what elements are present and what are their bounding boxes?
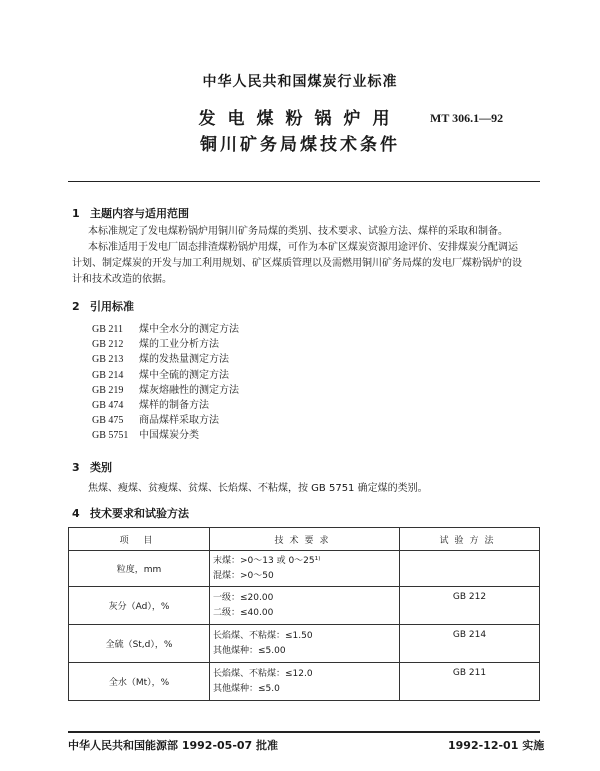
table-row [69,663,540,701]
standard-ref-code: GB 475 [92,415,124,427]
list-item [92,398,239,413]
row-requirement [210,663,400,701]
table-row [69,587,540,625]
requirement-line: 其他煤种：≤5.00 [213,645,286,656]
requirement-line: 末煤：>0～13 或 0～25¹⁾ [213,555,321,566]
section-1-para2-line3: 计和技术改造的依据。 [72,274,172,285]
table-row [69,551,540,587]
requirement-line: 其他煤种：≤5.0 [213,683,280,694]
section-title: 类别 [90,461,112,474]
requirement-line: 一级：≤20.00 [213,592,274,603]
section-title: 引用标准 [90,300,134,313]
list-item [92,368,239,383]
section-title: 技术要求和试验方法 [90,507,189,520]
requirement-line: 长焰煤、不粘煤：≤12.0 [213,668,313,679]
approval-statement: 中华人民共和国能源部 1992-05-07 批准 [68,739,279,752]
row-requirement [210,625,400,663]
section-1-para2-line2: 计划、制定煤炭的开发与加工利用规划、矿区煤质管理以及需燃用铜川矿务局煤的发电厂煤粉锅炉的设 [72,258,522,269]
section-1-para2-line1: 本标准适用于发电厂固态排渣煤粉锅炉用煤，可作为本矿区煤炭资源用途评价、安排煤炭分配调运 [88,242,518,253]
column-header-method: 试验方法 [400,528,540,551]
requirement-line: 混煤：>0～50 [213,570,274,581]
standard-code: MT 306.1—92 [430,111,504,125]
issuing-organization: 中华人民共和国煤炭行业标准 [202,74,398,90]
list-item [92,352,239,367]
standard-ref-code: GB 212 [92,339,124,351]
list-item [92,413,239,428]
standard-ref-code: GB 474 [92,399,124,411]
section-3-heading [72,459,112,475]
requirement-line: 二级：≤40.00 [213,607,274,618]
table-row [69,625,540,663]
list-item [92,337,239,352]
standard-ref-name: 煤样的制备方法 [139,399,209,411]
section-number: 4 [72,507,80,520]
list-item [92,428,239,443]
section-title: 主题内容与适用范围 [90,207,189,220]
row-item: 粒度，mm [69,551,210,587]
standard-ref-name: 煤中全水分的测定方法 [139,324,239,335]
section-2-heading [72,298,134,314]
row-method: GB 212 [400,587,540,625]
document-title-line1: 发电煤粉锅炉用 [198,109,402,129]
row-method: GB 214 [400,625,540,663]
standard-ref-code: GB 211 [92,324,124,335]
row-method: GB 211 [400,663,540,701]
section-4-heading [72,505,189,521]
technical-requirements-table [68,527,540,701]
standard-ref-code: GB 5751 [92,430,129,442]
column-header-requirement: 技术要求 [210,528,400,551]
implementation-date: 1992-12-01 实施 [448,739,545,752]
list-item [92,322,239,337]
requirement-line: 长焰煤、不粘煤：≤1.50 [213,630,313,641]
row-requirement [210,587,400,625]
row-requirement [210,551,400,587]
footer-divider [68,731,540,733]
header-divider [68,181,540,182]
standard-ref-name: 煤灰熔融性的测定方法 [139,384,239,396]
section-number: 3 [72,461,80,474]
standard-ref-name: 煤的工业分析方法 [139,339,219,351]
section-1-para1: 本标准规定了发电煤粉锅炉用铜川矿务局煤的类别、技术要求、试验方法、煤样的采取和制备。 [88,226,508,237]
row-method [400,551,540,587]
section-number: 2 [72,300,80,313]
row-item: 全硫（St,d），% [69,625,210,663]
standard-ref-name: 煤中全硫的测定方法 [139,369,229,381]
row-item: 灰分（Ad），% [69,587,210,625]
standard-ref-code: GB 214 [92,369,124,381]
referenced-standards-list [92,322,239,444]
section-number: 1 [72,207,80,220]
list-item [92,383,239,398]
standard-ref-name: 中国煤炭分类 [139,430,199,442]
section-1-heading [72,205,189,221]
standard-ref-code: GB 219 [92,384,124,396]
section-3-text: 焦煤、瘦煤、贫瘦煤、贫煤、长焰煤、不粘煤，按 GB 5751 确定煤的类别。 [88,483,428,494]
standard-ref-name: 商品煤样采取方法 [139,415,219,427]
table-header-row [69,528,540,551]
document-title-line2: 铜川矿务局煤技术条件 [200,135,400,155]
column-header-item: 项 目 [69,528,210,551]
row-item: 全水（Mt），% [69,663,210,701]
standard-ref-code: GB 213 [92,354,124,366]
standard-ref-name: 煤的发热量测定方法 [139,354,229,366]
